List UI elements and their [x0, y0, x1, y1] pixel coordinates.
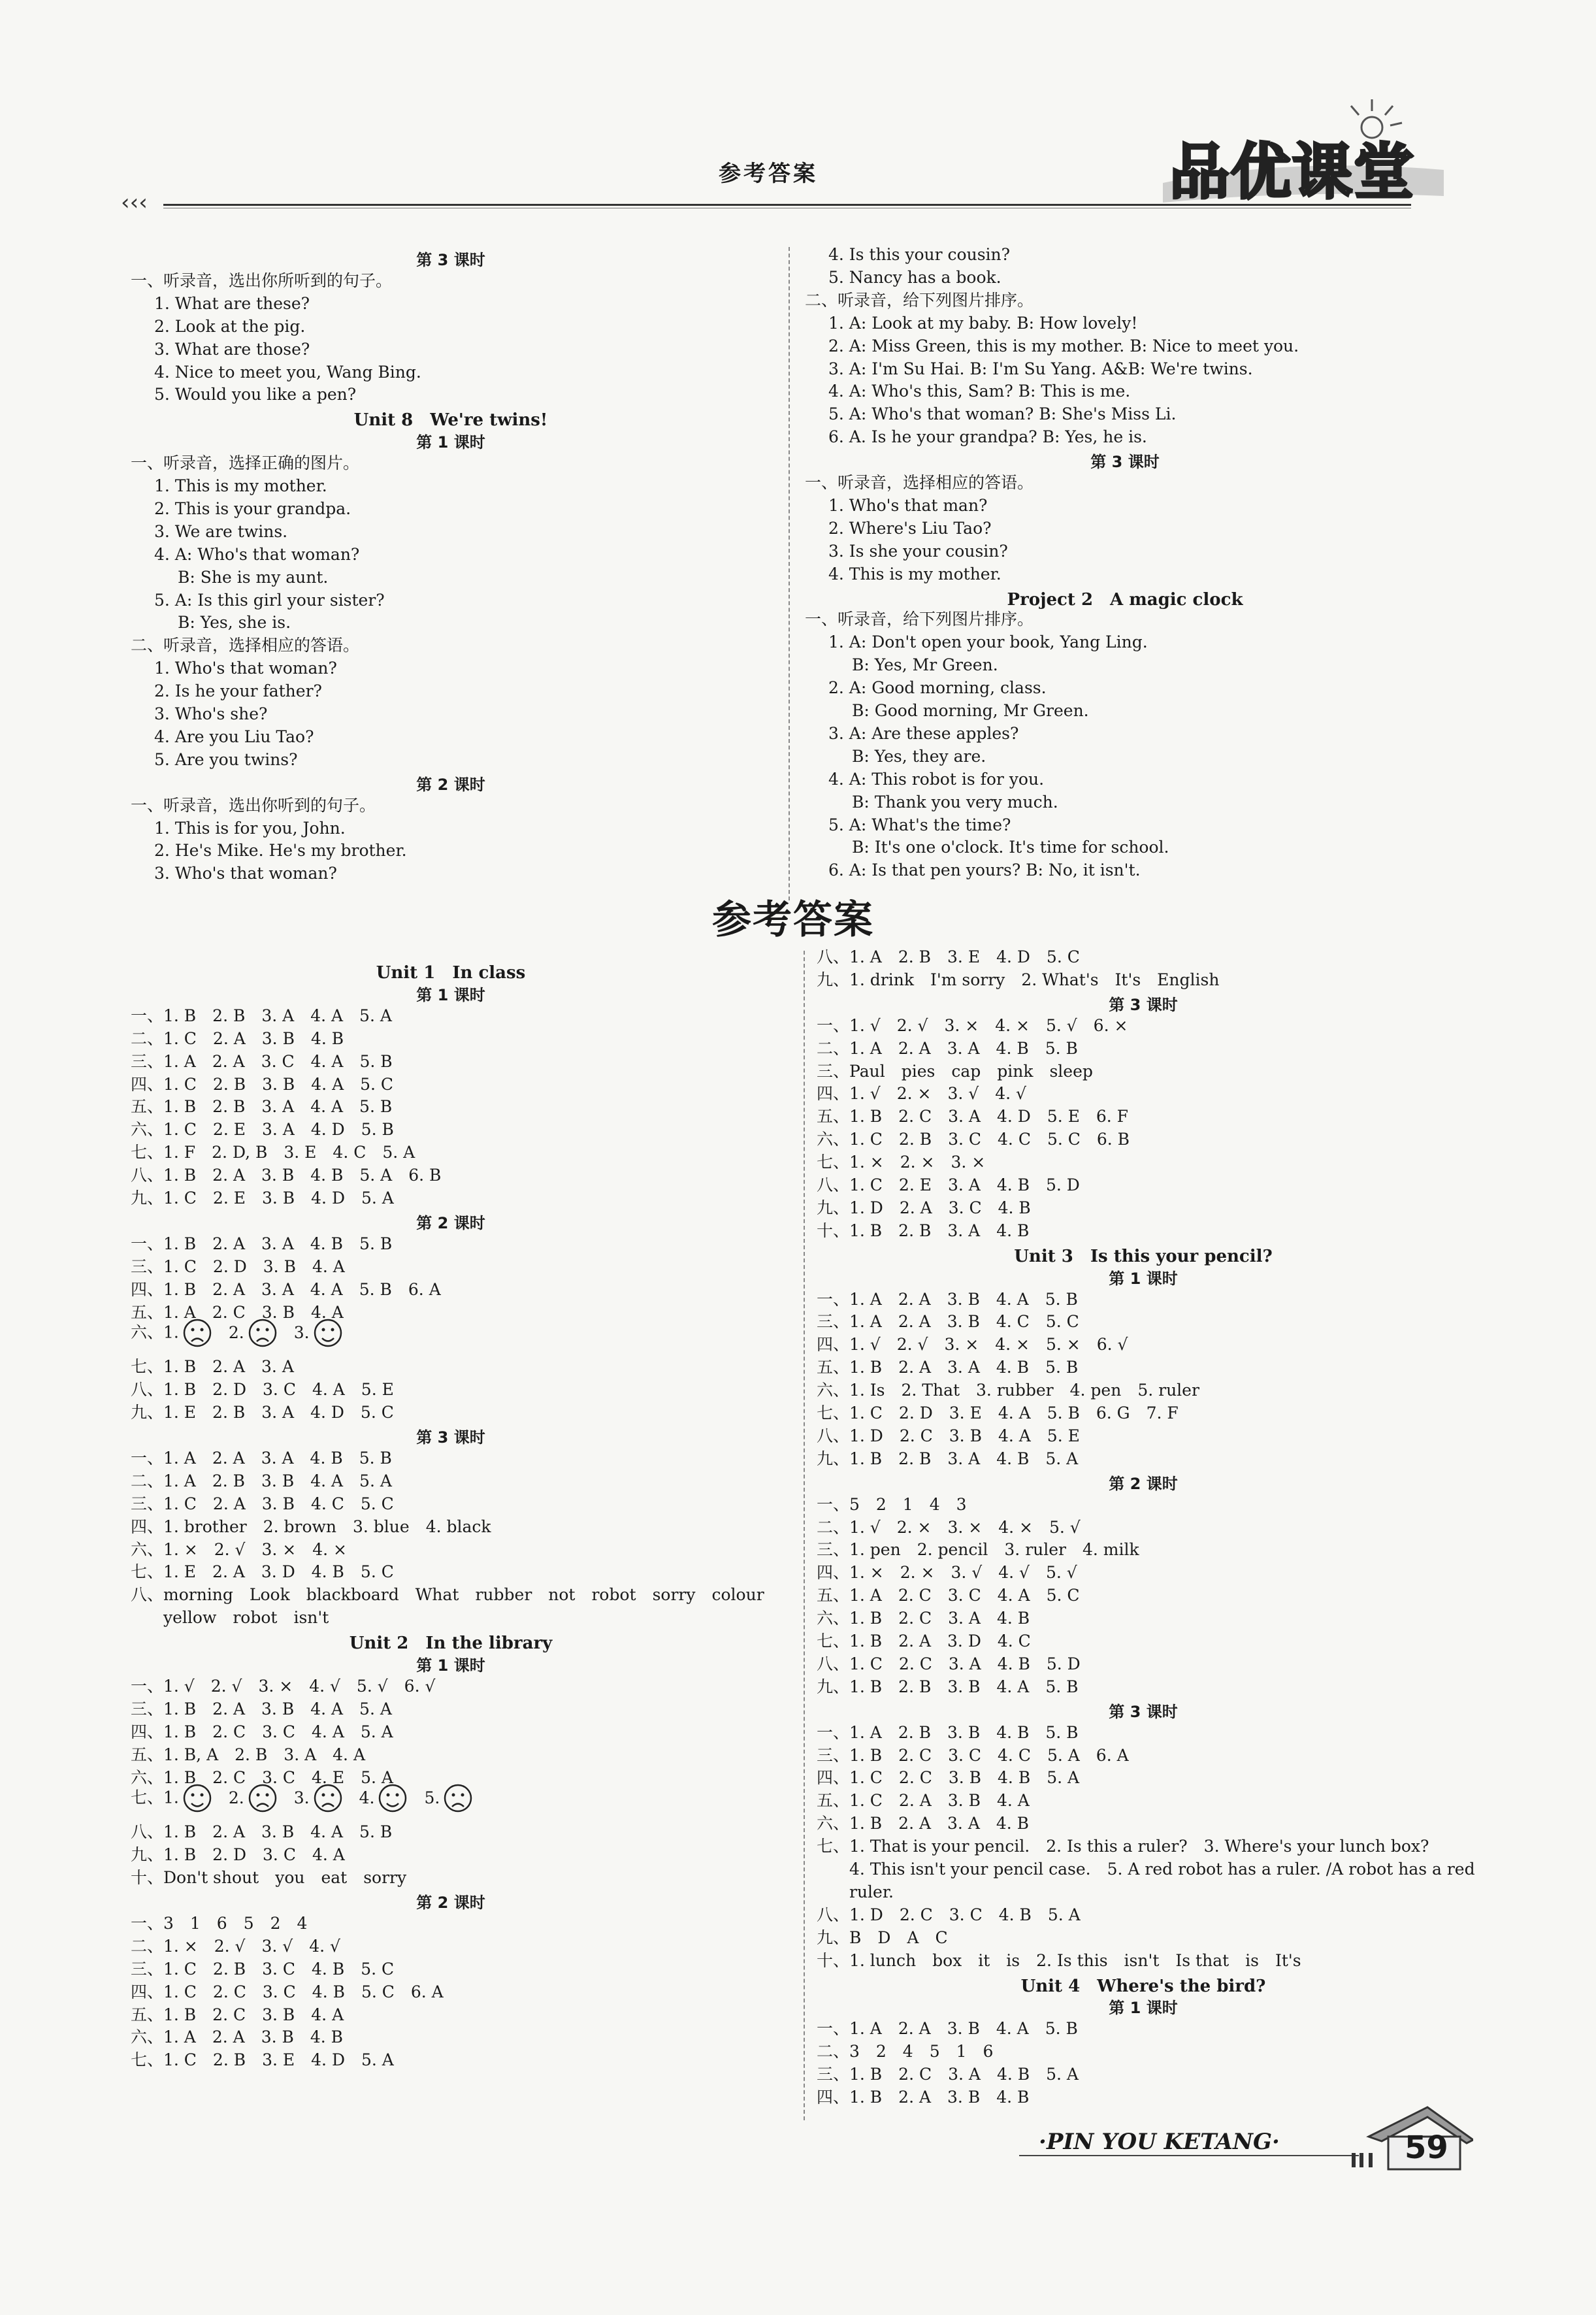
answer-line: yellow robot isn't: [131, 1608, 329, 1628]
answer-line: 二、1. A 2. B 3. B 4. A 5. A: [131, 1471, 392, 1490]
answer-line: 6. A. Is he your grandpa? B: Yes, he is.: [828, 427, 1147, 447]
answer-line: 二、3 2 4 5 1 6: [817, 2042, 994, 2061]
answer-line: 一、1. B 2. A 3. A 4. B 5. B: [131, 1234, 393, 1253]
logo-text: 品优课堂: [1169, 137, 1416, 207]
logo: [1156, 98, 1463, 209]
answer-line: 六、1. Is 2. That 3. rubber 4. pen 5. ruler: [817, 1381, 1199, 1400]
lesson-heading: 第 3 课时: [416, 1428, 485, 1447]
item-number: 七、: [131, 1788, 164, 1807]
answer-line: 三、Paul pies cap pink sleep: [817, 1061, 1093, 1081]
answer-line: 九、1. B 2. D 3. C 4. A: [131, 1845, 345, 1865]
answer-line: 4. Is this your cousin?: [828, 245, 1011, 264]
answer-line: 九、1. B 2. B 3. B 4. A 5. B: [817, 1677, 1079, 1696]
answer-line: 3. Is she your cousin?: [828, 541, 1008, 561]
answer-line: 九、B D A C: [817, 1928, 948, 1947]
answer-line: 七、1. C 2. B 3. E 4. D 5. A: [131, 2050, 394, 2070]
sad-face-icon: [444, 1784, 474, 1814]
answer-line: 六、1. × 2. √ 3. × 4. ×: [131, 1539, 347, 1559]
answer-line: ruler.: [817, 1882, 894, 1901]
answer-line: B: It's one o'clock. It's time for school.: [852, 838, 1169, 857]
face-label: 1.: [163, 1788, 179, 1807]
answer-line: 三、1. C 2. A 3. B 4. C 5. C: [131, 1494, 394, 1513]
answer-line: 3. Who's she?: [154, 704, 268, 723]
answer-line: 1. Who's that woman?: [154, 659, 337, 678]
answer-line: 八、1. B 2. A 3. B 4. A 5. B: [131, 1822, 393, 1842]
answer-line: B: Yes, she is.: [178, 613, 291, 632]
sad-face-icon: [248, 1784, 278, 1814]
unit-heading: Unit 2 In the library: [349, 1634, 553, 1654]
answer-line: 5. Would you like a pen?: [154, 385, 357, 404]
sad-face-icon: [314, 1784, 344, 1814]
answer-line: 2. This is your grandpa.: [154, 499, 351, 518]
answer-line: 九、1. E 2. B 3. A 4. D 5. C: [131, 1403, 394, 1422]
answer-line: 九、1. B 2. B 3. A 4. B 5. A: [817, 1449, 1079, 1468]
answer-line: 一、听录音，选择相应的答语。: [805, 473, 1034, 492]
answer-line: 4. A: This robot is for you.: [828, 769, 1045, 789]
answer-line: 2. A: Miss Green, this is my mother. B: Nice to meet you.: [828, 336, 1299, 355]
answer-line: 八、1. B 2. D 3. C 4. A 5. E: [131, 1380, 394, 1400]
answer-line: 九、1. C 2. E 3. B 4. D 5. A: [131, 1189, 394, 1207]
footer-brand: ·PIN YOU KETANG·: [1039, 2129, 1280, 2155]
answer-line: 八、morning Look blackboard What rubber not robot sorry colour: [131, 1585, 764, 1605]
answer-line: 一、听录音，给下列图片排序。: [805, 610, 1034, 629]
face-label: 3.: [293, 1788, 310, 1807]
face-label: 4.: [359, 1788, 375, 1807]
answer-line: 一、1. A 2. B 3. B 4. B 5. B: [817, 1722, 1079, 1742]
answer-line: 1. This is for you, John.: [154, 818, 346, 838]
answer-line: 4. Nice to meet you, Wang Bing.: [154, 362, 421, 382]
answer-line: 1. This is my mother.: [154, 476, 327, 495]
answer-line: 六、1. B 2. C 3. A 4. B: [817, 1609, 1030, 1628]
unit-heading: Unit 4 Where's the bird?: [1020, 1976, 1266, 1996]
answer-line: 八、1. B 2. A 3. B 4. B 5. A 6. B: [131, 1166, 442, 1185]
answer-line: 4. A: Who's this, Sam? B: This is me.: [828, 382, 1131, 401]
answer-line: 十、1. lunch box it is 2. Is this isn't Is that is It's: [817, 1950, 1301, 1970]
unit-heading: Project 2 A magic clock: [1007, 589, 1243, 610]
answer-line: B: Good morning, Mr Green.: [852, 701, 1089, 720]
lesson-heading: 第 1 课时: [416, 1656, 485, 1675]
face-label: 3.: [293, 1322, 310, 1342]
answer-line: 2. Is he your father?: [154, 681, 322, 701]
lesson-heading: 第 3 课时: [1109, 995, 1178, 1014]
answer-line: 四、1. B 2. A 3. A 4. A 5. B 6. A: [131, 1279, 441, 1299]
answer-line: 6. A: Is that pen yours? B: No, it isn't.: [828, 861, 1141, 880]
answer-line: 2. A: Good morning, class.: [828, 678, 1047, 698]
answer-line: B: Thank you very much.: [852, 792, 1058, 812]
answer-line: 五、1. A 2. C 3. B 4. A: [131, 1302, 344, 1322]
answer-line: 五、1. B, A 2. B 3. A 4. A: [131, 1745, 365, 1764]
answer-line: 四、1. × 2. × 3. √ 4. √ 5. √: [817, 1563, 1077, 1583]
answer-line: 一、1. √ 2. √ 3. × 4. × 5. √ 6. ×: [817, 1015, 1128, 1035]
answer-line: 1. Who's that man?: [828, 495, 988, 515]
face-answer-row: [131, 1784, 474, 1814]
answer-line: 七、1. C 2. D 3. E 4. A 5. B 6. G 7. F: [817, 1404, 1179, 1422]
page-number: 59: [1405, 2129, 1448, 2166]
answer-line: 八、1. C 2. E 3. A 4. B 5. D: [817, 1175, 1080, 1194]
arrows-icon: ‹‹‹: [121, 189, 148, 216]
answer-line: 三、1. C 2. B 3. C 4. B 5. C: [131, 1959, 395, 1978]
answer-line: 七、1. That is your pencil. 2. Is this a ruler? 3. Where's your lunch box?: [817, 1837, 1429, 1856]
answer-line: 五、1. B 2. B 3. A 4. A 5. B: [131, 1097, 393, 1117]
answer-line: 六、1. A 2. A 3. B 4. B: [131, 2028, 344, 2047]
answer-line: 5. Are you twins?: [154, 749, 298, 769]
answer-line: 四、1. B 2. C 3. C 4. A 5. A: [131, 1722, 393, 1741]
answer-line: 2. Where's Liu Tao?: [828, 518, 992, 538]
answer-line: B: Yes, they are.: [852, 746, 986, 766]
answer-line: 六、1. C 2. E 3. A 4. D 5. B: [131, 1120, 394, 1140]
answer-line: 四、1. brother 2. brown 3. blue 4. black: [131, 1517, 491, 1536]
answer-line: 4. A: Who's that woman?: [154, 544, 360, 564]
answer-line: 三、1. A 2. A 3. C 4. A 5. B: [131, 1051, 393, 1071]
answer-line: 一、1. A 2. A 3. B 4. A 5. B: [817, 1289, 1078, 1309]
answer-line: 七、1. B 2. A 3. A: [131, 1357, 294, 1377]
column-divider-bottom: [804, 951, 805, 2120]
answer-line: 二、1. A 2. A 3. A 4. B 5. B: [817, 1038, 1078, 1058]
answer-line: 3. What are those?: [154, 339, 310, 359]
answer-line: 二、1. C 2. A 3. B 4. B: [131, 1028, 344, 1048]
answer-line: 三、1. B 2. A 3. B 4. A 5. A: [131, 1699, 392, 1718]
answer-line: 5. A: What's the time?: [828, 815, 1011, 834]
lesson-heading: 第 3 课时: [1090, 453, 1160, 472]
answer-line: 四、1. C 2. C 3. B 4. B 5. A: [817, 1768, 1080, 1788]
answer-line: 5. Nancy has a book.: [828, 267, 1002, 287]
answer-line: 4. This is my mother.: [828, 564, 1002, 583]
answer-line: 八、1. A 2. B 3. E 4. D 5. C: [817, 947, 1080, 966]
happy-face-icon: [183, 1784, 213, 1814]
lesson-heading: 第 2 课时: [1109, 1474, 1178, 1493]
face-label: 2.: [228, 1322, 244, 1342]
column-divider-top: [789, 247, 790, 900]
answer-line: 五、1. B 2. A 3. A 4. B 5. B: [817, 1358, 1079, 1377]
answer-line: 三、1. B 2. C 3. A 4. B 5. A: [817, 2065, 1079, 2084]
lesson-heading: 第 2 课时: [416, 1894, 485, 1912]
answer-line: 一、1. A 2. A 3. B 4. A 5. B: [817, 2019, 1078, 2039]
answer-line: 七、1. E 2. A 3. D 4. B 5. C: [131, 1562, 394, 1582]
answer-line: 5. A: Who's that woman? B: She's Miss Li.: [828, 404, 1177, 424]
answer-line: 九、1. drink I'm sorry 2. What's It's English: [817, 970, 1220, 989]
face-answer-row: [131, 1319, 344, 1349]
answer-line: 一、3 1 6 5 2 4: [131, 1913, 308, 1933]
answer-line: 一、1. √ 2. √ 3. × 4. √ 5. √ 6. √: [131, 1676, 436, 1696]
answer-line: 3. We are twins.: [154, 521, 288, 541]
answer-line: 四、1. C 2. C 3. C 4. B 5. C 6. A: [131, 1982, 444, 2001]
answer-line: B: She is my aunt.: [178, 567, 329, 587]
answer-line: 三、1. pen 2. pencil 3. ruler 4. milk: [817, 1540, 1139, 1560]
answer-line: 3. A: I'm Su Hai. B: I'm Su Yang. A&B: We're twins.: [828, 359, 1253, 378]
footer-rule: [1019, 2155, 1359, 2156]
answer-line: 二、1. √ 2. × 3. × 4. × 5. √: [817, 1517, 1081, 1537]
unit-heading: Unit 3 Is this your pencil?: [1014, 1246, 1273, 1266]
answers-title: 参考答案: [712, 897, 874, 943]
answer-line: 二、听录音，选择相应的答语。: [131, 636, 360, 655]
answer-line: 十、1. B 2. B 3. A 4. B: [817, 1221, 1030, 1240]
answer-line: 2. Look at the pig.: [154, 316, 306, 336]
lesson-heading: 第 2 课时: [416, 1213, 485, 1232]
happy-face-icon: [314, 1319, 344, 1349]
answer-line: 四、1. C 2. B 3. B 4. A 5. C: [131, 1074, 394, 1094]
answer-line: 1. A: Look at my baby. B: How lovely!: [828, 313, 1138, 333]
answer-line: 五、1. B 2. C 3. A 4. D 5. E 6. F: [817, 1107, 1128, 1126]
answer-line: 1. What are these?: [154, 293, 310, 313]
answer-line: 四、1. √ 2. √ 3. × 4. × 5. × 6. √: [817, 1335, 1128, 1355]
answer-line: 一、1. B 2. B 3. A 4. A 5. A: [131, 1006, 392, 1025]
answer-line: 三、1. A 2. A 3. B 4. C 5. C: [817, 1312, 1079, 1332]
item-number: 六、: [131, 1322, 164, 1342]
answer-line: 一、1. A 2. A 3. A 4. B 5. B: [131, 1448, 392, 1468]
lesson-heading: 第 3 课时: [1109, 1702, 1178, 1721]
answer-line: 六、1. C 2. B 3. C 4. C 5. C 6. B: [817, 1130, 1130, 1149]
answer-line: 七、1. B 2. A 3. D 4. C: [817, 1632, 1031, 1650]
lesson-heading: 第 3 课时: [416, 251, 485, 269]
face-label: 2.: [228, 1788, 244, 1807]
answer-line: 一、听录音，选出你听到的句子。: [131, 795, 376, 815]
answer-line: 5. A: Is this girl your sister?: [154, 590, 385, 610]
lesson-heading: 第 2 课时: [416, 775, 485, 794]
face-label: 5.: [424, 1788, 440, 1807]
answer-line: 1. A: Don't open your book, Yang Ling.: [828, 632, 1148, 652]
answer-line: 二、听录音，给下列图片排序。: [805, 290, 1034, 310]
answer-line: 八、1. D 2. C 3. B 4. A 5. E: [817, 1426, 1080, 1445]
answer-line: 一、听录音，选择正确的图片。: [131, 453, 360, 473]
footer-house-icon: [1343, 2101, 1473, 2173]
answer-line: 2. He's Mike. He's my brother.: [154, 841, 407, 861]
sad-face-icon: [248, 1319, 278, 1349]
answer-line: 九、1. D 2. A 3. C 4. B: [817, 1198, 1031, 1217]
answer-line: 三、1. C 2. D 3. B 4. A: [131, 1256, 345, 1276]
answer-line: 4. This isn't your pencil case. 5. A red robot has a ruler. /A robot has a red: [817, 1860, 1475, 1879]
lesson-heading: 第 1 课时: [1109, 1269, 1178, 1288]
answer-line: 3. Who's that woman?: [154, 864, 337, 883]
unit-heading: Unit 1 In class: [376, 963, 526, 983]
answer-line: 三、1. B 2. C 3. C 4. C 5. A 6. A: [817, 1745, 1129, 1765]
lesson-heading: 第 1 课时: [416, 985, 485, 1004]
answer-line: 3. A: Are these apples?: [828, 723, 1019, 743]
happy-face-icon: [378, 1784, 408, 1814]
answer-line: 五、1. A 2. C 3. C 4. A 5. C: [817, 1586, 1080, 1605]
unit-heading: Unit 8 We're twins!: [353, 410, 548, 431]
answer-line: 二、1. × 2. √ 3. √ 4. √: [131, 1936, 340, 1956]
answer-line: 八、1. D 2. C 3. C 4. B 5. A: [817, 1905, 1081, 1924]
answer-line: 六、1. B 2. A 3. A 4. B: [817, 1814, 1030, 1833]
answer-line: 八、1. C 2. C 3. A 4. B 5. D: [817, 1654, 1081, 1673]
answer-line: 十、Don't shout you eat sorry: [131, 1868, 407, 1888]
lesson-heading: 第 1 课时: [1109, 1999, 1178, 2018]
sad-face-icon: [183, 1319, 213, 1349]
answer-line: 五、1. B 2. C 3. B 4. A: [131, 2005, 344, 2024]
lesson-heading: 第 1 课时: [416, 433, 485, 452]
answer-line: 六、1. B 2. C 3. C 4. E 5. A: [131, 1767, 393, 1787]
answer-line: 一、听录音，选出你所听到的句子。: [131, 271, 393, 290]
answer-line: 七、1. × 2. × 3. ×: [817, 1153, 986, 1172]
answer-line: B: Yes, Mr Green.: [852, 655, 998, 675]
answer-line: 五、1. C 2. A 3. B 4. A: [817, 1791, 1030, 1811]
face-label: 1.: [163, 1322, 179, 1342]
answer-line: 四、1. B 2. A 3. B 4. B: [817, 2088, 1030, 2107]
answer-line: 四、1. √ 2. × 3. √ 4. √: [817, 1084, 1026, 1104]
answer-line: 4. Are you Liu Tao?: [154, 727, 314, 746]
header-label: 参考答案: [719, 161, 818, 187]
answer-line: 七、1. F 2. D, B 3. E 4. C 5. A: [131, 1143, 415, 1162]
answer-line: 一、5 2 1 4 3: [817, 1494, 967, 1514]
